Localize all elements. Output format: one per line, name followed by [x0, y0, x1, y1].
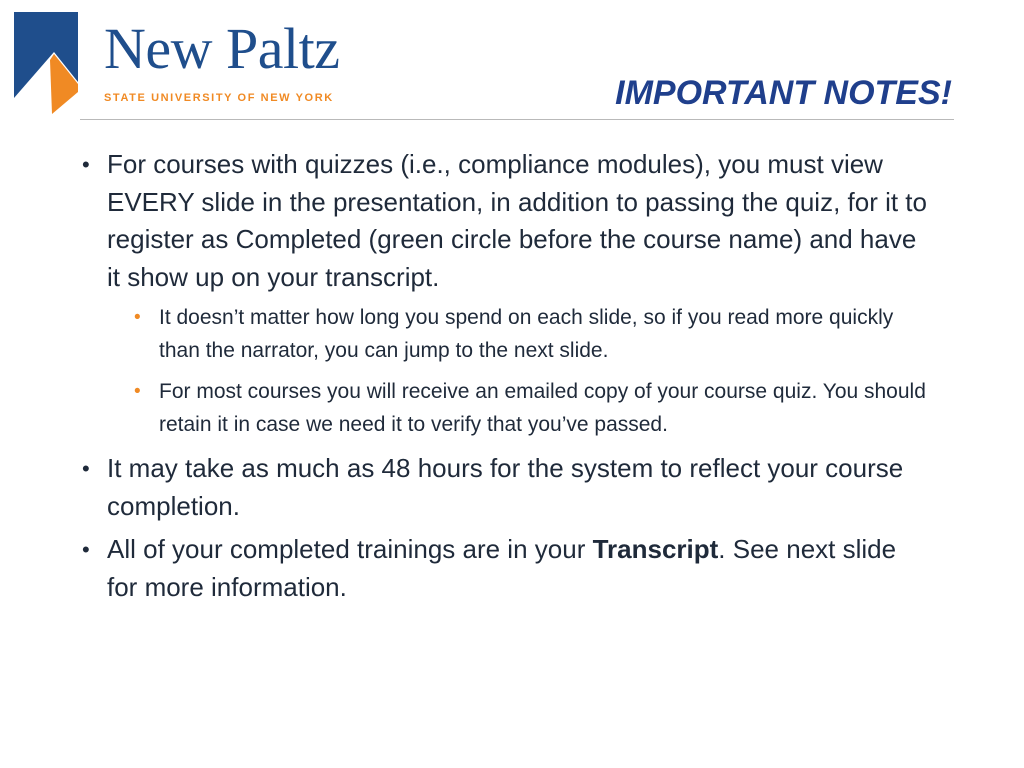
sub-bullet-list — [107, 302, 930, 441]
logo-tagline: STATE UNIVERSITY OF NEW YORK — [104, 92, 334, 104]
bullet-item — [80, 450, 930, 525]
bullet-item — [80, 531, 930, 606]
title-divider — [80, 119, 954, 120]
transcript-emphasis: Transcript — [592, 534, 719, 564]
bullet-text: It may take as much as 48 hours for the system to reflect your course completion. — [107, 453, 904, 521]
bullet-text-after: . See next slide for more information. — [107, 534, 897, 602]
sub-bullet-item — [134, 302, 930, 367]
logo-mark-icon — [14, 12, 80, 114]
logo-wordmark: New Paltz — [104, 16, 340, 81]
bullet-dot-icon: • — [82, 152, 90, 177]
bullet-text-before: All of your completed trainings are in your — [107, 534, 593, 564]
slide-title: IMPORTANT NOTES! — [615, 74, 952, 112]
sub-bullet-dot-icon: • — [134, 381, 141, 402]
sub-bullet-dot-icon: • — [134, 307, 141, 328]
bullet-dot-icon: • — [82, 456, 90, 481]
sub-bullet-text: It doesn’t matter how long you spend on each slide, so if you read more quickly than the narrator, you can jump to the next slide. — [159, 306, 894, 362]
bullet-dot-icon: • — [82, 537, 90, 562]
sub-bullet-text: For most courses you will receive an emailed copy of your course quiz. You should retain it in case we need it to verify that you’ve passed. — [159, 380, 926, 436]
bullet-item — [80, 146, 930, 441]
sub-bullet-item — [134, 376, 930, 441]
bullet-text: For courses with quizzes (i.e., compliance modules), you must view EVERY slide in the presentation, in addition to passing the quiz, for it to register as Completed (green circle before the course name) and have it show up on your transcript. — [107, 149, 927, 292]
new-paltz-logo — [14, 12, 374, 114]
slide-content — [80, 146, 930, 612]
